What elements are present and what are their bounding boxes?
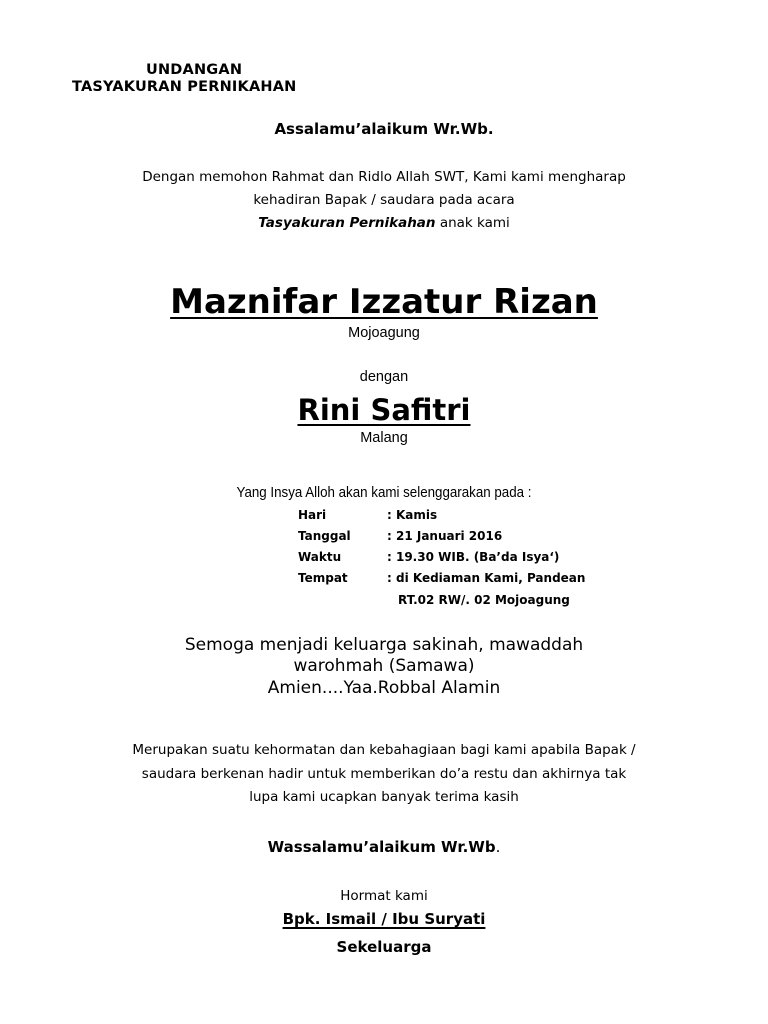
schedule-intro: Yang Insya Alloh akan kami selenggarakan pada :: [236, 485, 532, 501]
event-name: Tasyakuran Pernikahan: [258, 215, 436, 231]
signer-family: Sekeluarga: [336, 938, 432, 956]
detail-value: : 19.30 WIB. (Ba’da Isya‘): [387, 550, 560, 564]
prayer-line-3: Amien....Yaa.Robbal Alamin: [267, 678, 501, 698]
detail-label: Tempat: [298, 571, 348, 585]
signer-names: Bpk. Ismail / Ibu Suryati: [282, 910, 486, 928]
groom-name: Maznifar Izzatur Rizan: [170, 282, 598, 322]
prayer-line-2: warohmah (Samawa): [293, 656, 475, 676]
opening-greeting: Assalamu’alaikum Wr.Wb.: [274, 120, 494, 138]
intro-line-1: Dengan memohon Rahmat dan Ridlo Allah SWT, Kami kami mengharap: [142, 169, 626, 185]
title-undangan: UNDANGAN: [146, 62, 243, 78]
detail-value: RT.02 RW/. 02 Mojoagung: [398, 593, 570, 607]
groom-name-line: [0, 282, 768, 322]
closing-greeting-dot: .: [495, 838, 501, 856]
conjunction-text: dengan: [359, 369, 409, 385]
intro-line-3-rest: anak kami: [435, 215, 510, 231]
bride-name-line: [0, 393, 768, 427]
detail-value: : Kamis: [387, 508, 438, 522]
bride-town: Malang: [360, 430, 408, 446]
detail-label: Tanggal: [298, 529, 351, 543]
groom-town: Mojoagung: [348, 325, 420, 341]
intro-line-3: [0, 215, 768, 231]
closing-greeting-text: Wassalamu’alaikum Wr.Wb: [267, 838, 496, 856]
prayer-line-1: Semoga menjadi keluarga sakinah, mawaddah: [184, 635, 584, 655]
closing-greeting: [0, 838, 768, 856]
detail-label: Waktu: [298, 550, 342, 564]
closing-line-1: Merupakan suatu kehormatan dan kebahagiaan bagi kami apabila Bapak /: [132, 742, 636, 758]
bride-name: Rini Safitri: [297, 393, 471, 427]
signer-line: [0, 910, 768, 928]
detail-label: Hari: [298, 508, 327, 522]
respect-line: Hormat kami: [340, 888, 428, 904]
intro-line-2: kehadiran Bapak / saudara pada acara: [253, 192, 515, 208]
closing-line-3: lupa kami ucapkan banyak terima kasih: [249, 789, 519, 805]
title-tasyakuran: TASYAKURAN PERNIKAHAN: [72, 79, 297, 95]
detail-value: : di Kediaman Kami, Pandean: [387, 571, 586, 585]
closing-line-2: saudara berkenan hadir untuk memberikan do’a restu dan akhirnya tak: [141, 766, 627, 782]
detail-value: : 21 Januari 2016: [387, 529, 503, 543]
